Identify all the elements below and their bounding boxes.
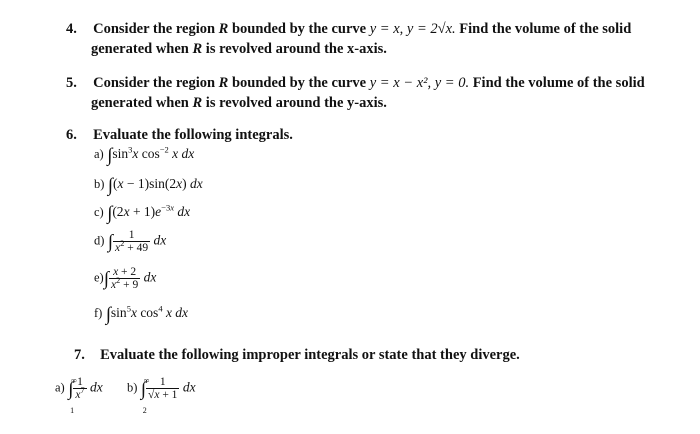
- question-text: bounded by the curve: [228, 75, 370, 91]
- variable-r: R: [218, 21, 229, 37]
- question-number: 6.: [66, 127, 77, 143]
- differential: dx: [153, 232, 167, 248]
- differential: dx: [143, 269, 157, 285]
- fraction: $\frac{1}{x^7}$: [75, 376, 85, 401]
- integral-sign: ∫: [107, 231, 114, 253]
- question-text: Find the volume of the solid: [469, 75, 645, 91]
- question-text: bounded by the curve: [228, 21, 370, 37]
- part-label: e): [94, 270, 104, 285]
- lower-limit: 2: [142, 405, 147, 415]
- integrand: (x − 1)sin(2x) dx: [113, 176, 203, 191]
- curve-equations: y = x, y = 2√x.: [369, 21, 456, 37]
- variable-r: R: [192, 41, 203, 57]
- integral-sign: ∫: [103, 268, 109, 290]
- question-4-line-2: [91, 40, 387, 58]
- question-4: [66, 20, 631, 38]
- integral-sign: ∫: [105, 304, 111, 325]
- variable-r: R: [218, 75, 229, 91]
- question-text: Find the volume of the solid: [455, 21, 632, 37]
- question-5: [66, 74, 645, 92]
- question-number: 7.: [74, 347, 85, 363]
- part-label: a): [55, 380, 65, 395]
- variable-r: R: [192, 95, 203, 111]
- question-6: [66, 126, 293, 144]
- question-5-line-2: [91, 94, 387, 112]
- question-7: [74, 346, 520, 364]
- integral-6e: [94, 266, 156, 291]
- fraction: $\frac{x + 2}{x^2 + 9}$: [110, 266, 139, 291]
- question-heading: Evaluate the following improper integrals or state that they diverge.: [100, 347, 520, 363]
- question-text: is revolved around the y-axis.: [202, 95, 387, 111]
- question-text: is revolved around the x-axis.: [202, 41, 387, 57]
- curve-equations: y = x − x², y = 0.: [369, 75, 470, 91]
- fraction: $\frac{1}{x^2 + 49}$: [115, 229, 149, 254]
- question-text: generated when: [91, 41, 193, 57]
- part-label: b): [94, 177, 105, 191]
- part-label: a): [94, 147, 104, 161]
- improper-integral-7a: [55, 375, 103, 415]
- improper-integral-7b: [127, 375, 196, 415]
- expression-text-index: [0, 0, 1, 1]
- upper-limit: ∞: [71, 375, 77, 385]
- integral-6f: [94, 305, 188, 323]
- integral-sign: ∫: [107, 145, 113, 166]
- fraction: $\frac{1}{√x + 1}$: [148, 376, 178, 401]
- lower-limit: 1: [70, 405, 75, 415]
- question-number: 4.: [66, 21, 77, 37]
- differential: dx: [182, 379, 196, 395]
- integral-sign: ∫: [107, 175, 114, 196]
- differential: dx: [90, 379, 103, 395]
- integrand: $\sin^3x$ $\cos^{-2} x$ dx: [112, 144, 195, 161]
- integral-sign: ∫: [107, 203, 113, 224]
- integral-sign: ∫: [140, 378, 147, 400]
- integral-6b: [94, 176, 203, 194]
- integral-6a: [94, 146, 194, 164]
- part-label: b): [127, 380, 138, 395]
- integral-6c: [94, 204, 190, 222]
- question-text: generated when: [91, 95, 193, 111]
- question-text: Consider the region: [93, 75, 219, 91]
- part-label: d): [94, 233, 105, 248]
- upper-limit: ∞: [143, 375, 150, 385]
- integral-sign: ∫: [68, 378, 74, 400]
- integrand: $\sin^5x$ $\cos^4 x$ dx: [110, 303, 189, 320]
- part-label: f): [94, 306, 103, 320]
- question-text: Consider the region: [93, 21, 219, 37]
- integrand: $(2x + 1)e^{-3x}$ dx: [112, 202, 191, 219]
- question-number: 5.: [66, 75, 77, 91]
- question-heading: Evaluate the following integrals.: [93, 127, 293, 143]
- integral-6d: [94, 229, 166, 254]
- part-label: c): [94, 205, 104, 219]
